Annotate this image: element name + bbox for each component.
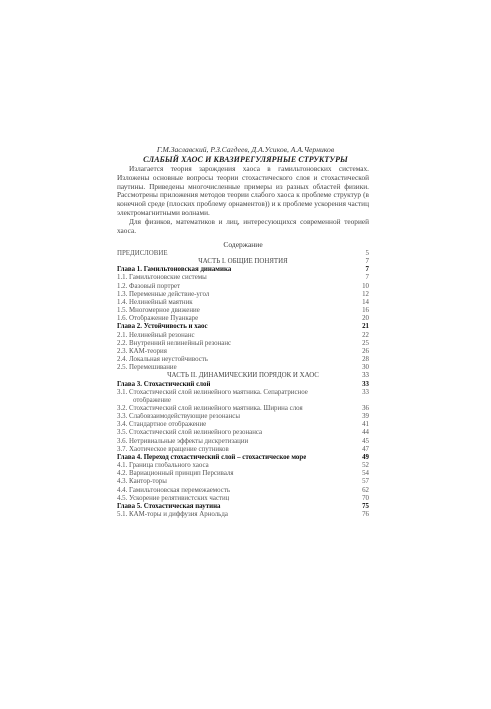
toc-chapter-row bbox=[117, 381, 369, 389]
toc-entry-row bbox=[117, 274, 369, 282]
toc-entry-title: ЧАСТЬ I. ОБЩИЕ ПОНЯТИЯ bbox=[198, 258, 288, 266]
toc-entry-row bbox=[117, 446, 369, 454]
toc-entry-title: Глава 1. Гамильтоновская динамика bbox=[117, 266, 232, 274]
toc-entry-title: Глава 3. Стохастический слой bbox=[117, 380, 211, 388]
abstract bbox=[117, 165, 369, 235]
toc-entry-page: 57 bbox=[362, 478, 369, 486]
toc-entry-title: 2.2. Внутренний нелинейный резонанс bbox=[117, 339, 232, 347]
toc-entry-row bbox=[117, 340, 369, 348]
toc-entry-row bbox=[117, 348, 369, 356]
toc-chapter-row bbox=[117, 503, 369, 511]
toc-entry-title: 3.4. Стандартное отображение bbox=[117, 421, 207, 429]
toc-entry-title: Глава 5. Стохастическая паутина bbox=[117, 502, 221, 510]
toc-entry-page: 30 bbox=[362, 364, 369, 372]
toc-entry-row bbox=[117, 291, 369, 299]
toc-entry-page: 14 bbox=[362, 298, 369, 306]
toc-entry-page: 22 bbox=[362, 331, 369, 339]
toc-entry-page: 28 bbox=[362, 356, 369, 364]
toc-entry-title: 2.1. Нелинейный резонанс bbox=[117, 331, 195, 339]
table-of-contents bbox=[117, 250, 369, 519]
toc-entry-page: 33 bbox=[362, 388, 369, 396]
toc-chapter-row bbox=[117, 266, 369, 274]
toc-entry-title: 1.4. Нелинейный маятник bbox=[117, 298, 193, 306]
authors-line: Г.М.Заславский, Р.З.Сагдеев, Д.А.Усиков, А.А.Черников bbox=[156, 145, 335, 154]
toc-entry-page: 26 bbox=[362, 347, 369, 355]
toc-entry-title: Глава 4. Переход стохастический слой – стохастическое море bbox=[117, 453, 307, 461]
toc-entry-row bbox=[117, 478, 369, 486]
toc-entry-title: 4.2. Вариационный принцип Персиваля bbox=[117, 470, 234, 478]
toc-entry-title: 5.1. КАМ-торы и диффузия Арнольда bbox=[117, 511, 228, 518]
toc-entry-row bbox=[117, 462, 369, 470]
toc-entry-row bbox=[117, 307, 369, 315]
toc-entry-title: 1.1. Гамильтоновские системы bbox=[117, 274, 207, 282]
toc-entry-title: 3.5. Стохастический слой нелинейного резонанса bbox=[117, 429, 263, 437]
toc-entry-page: 75 bbox=[362, 502, 369, 510]
toc-entry-title: 3.7. Хаотическое вращение спутников bbox=[117, 445, 229, 453]
toc-entry-row bbox=[117, 250, 369, 258]
toc-entry-page: 49 bbox=[362, 453, 369, 461]
toc-entry-title: 1.5. Многомерное движение bbox=[117, 307, 200, 315]
toc-entry-page: 12 bbox=[362, 290, 369, 298]
toc-entry-page: 52 bbox=[362, 462, 369, 470]
toc-entry-page: 7 bbox=[365, 266, 369, 274]
toc-entry-page: 7 bbox=[365, 274, 369, 282]
toc-entry-row bbox=[117, 356, 369, 364]
toc-chapter-row bbox=[117, 454, 369, 462]
toc-entry-title: ЧАСТЬ II. ДИНАМИЧЕСКИЙ ПОРЯДОК И ХАОС bbox=[167, 372, 319, 380]
toc-entry-title: 3.1. Стохастический слой нелинейного маятника. Сепаратрисное bbox=[117, 388, 308, 396]
toc-entry-row bbox=[117, 315, 369, 323]
toc-entry-title: ПРЕДИСЛОВИЕ bbox=[117, 250, 168, 257]
toc-entry-title: 2.3. КАМ-теория bbox=[117, 347, 167, 355]
toc-entry-page: 33 bbox=[362, 372, 369, 380]
toc-entry-page: 16 bbox=[362, 307, 369, 315]
toc-entry-row bbox=[117, 332, 369, 340]
toc-entry-title: 1.3. Переменные действие-угол bbox=[117, 290, 210, 298]
toc-entry-page: 62 bbox=[362, 486, 369, 494]
toc-entry-row bbox=[117, 413, 369, 421]
toc-entry-title: 4.5. Ускорение релятивистских частиц bbox=[117, 494, 230, 502]
toc-entry-page: 10 bbox=[362, 282, 369, 290]
book-title: СЛАБЫЙ ХАОС И КВАЗИРЕГУЛЯРНЫЕ СТРУКТУРЫ bbox=[143, 155, 348, 164]
toc-entry-row bbox=[117, 495, 369, 503]
toc-part-row bbox=[117, 372, 369, 380]
toc-entry-title: 3.6. Нетривиальные эффекты дискретизации bbox=[117, 437, 249, 445]
toc-entry-row bbox=[117, 470, 369, 478]
toc-entry-row bbox=[117, 389, 369, 397]
toc-entry-row bbox=[117, 397, 369, 405]
toc-entry-page: 44 bbox=[362, 429, 369, 437]
toc-entry-title: Глава 2. Устойчивость и хаос bbox=[117, 323, 208, 331]
toc-entry-row bbox=[117, 487, 369, 495]
toc-entry-page: 70 bbox=[362, 494, 369, 502]
toc-entry-row bbox=[117, 364, 369, 372]
toc-entry-page: 20 bbox=[362, 315, 369, 323]
toc-entry-row bbox=[117, 283, 369, 291]
toc-entry-page: 76 bbox=[362, 511, 369, 518]
toc-entry-row bbox=[117, 438, 369, 446]
toc-entry-page: 47 bbox=[362, 445, 369, 453]
toc-entry-title: 3.2. Стохастический слой нелинейного маятника. Ширина слоя bbox=[117, 404, 303, 412]
toc-entry-row bbox=[117, 405, 369, 413]
toc-entry-row bbox=[117, 511, 369, 519]
toc-entry-title: отображение bbox=[133, 396, 171, 404]
toc-entry-page: 33 bbox=[362, 380, 369, 388]
toc-entry-title: 1.6. Отображение Пуанкаре bbox=[117, 315, 199, 323]
toc-entry-page: 21 bbox=[362, 323, 369, 331]
toc-entry-page: 45 bbox=[362, 437, 369, 445]
toc-entry-page: 39 bbox=[362, 413, 369, 421]
toc-part-row bbox=[117, 258, 369, 266]
toc-entry-title: 2.5. Перемешивание bbox=[117, 364, 177, 372]
toc-entry-row bbox=[117, 421, 369, 429]
toc-entry-title: 1.2. Фазовый портрет bbox=[117, 282, 181, 290]
toc-entry-page: 25 bbox=[362, 339, 369, 347]
toc-entry-title: 4.4. Гамильтоновская перемежаемость bbox=[117, 486, 230, 494]
abstract-paragraph: Излагается теория зарождения хаоса в гамильтоновских системах. Изложены основные вопросы теории стохастического слоя и стохастической паутины. Приведены многочисленные примеры из разных областей физики. Рассмотрены приложения методов теории слабого хаоса к проблеме структур (в конечной среде (плоских проблему орнаментов)) и к проблеме ускорения частиц электромагнитными волнами. bbox=[117, 164, 369, 217]
toc-entry-title: 3.3. Слабовзаимодействующие резонансы bbox=[117, 413, 240, 421]
toc-entry-title: 4.1. Граница глобального хаоса bbox=[117, 462, 209, 470]
abstract-paragraph: Для физиков, математиков и лиц, интересующихся современной теорией хаоса. bbox=[117, 216, 369, 235]
toc-entry-page: 5 bbox=[365, 250, 369, 257]
toc-entry-title: 2.4. Локальная неустойчивость bbox=[117, 356, 208, 364]
toc-entry-row bbox=[117, 429, 369, 437]
toc-chapter-row bbox=[117, 323, 369, 331]
toc-entry-page: 54 bbox=[362, 470, 369, 478]
toc-entry-page: 41 bbox=[362, 421, 369, 429]
toc-heading: Содержание bbox=[223, 240, 263, 249]
toc-entry-title: 4.3. Кантор-торы bbox=[117, 478, 167, 486]
toc-entry-page: 7 bbox=[365, 258, 369, 266]
toc-entry-row bbox=[117, 299, 369, 307]
toc-entry-page: 36 bbox=[362, 404, 369, 412]
